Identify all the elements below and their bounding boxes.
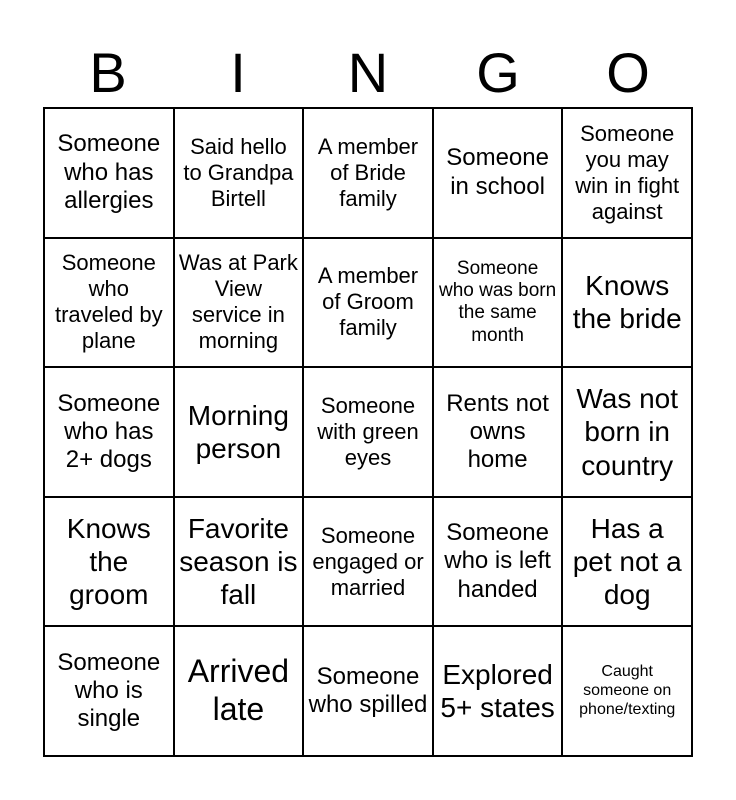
header-letter-o: O xyxy=(606,41,650,104)
header-letter-i: I xyxy=(230,41,246,104)
bingo-cell[interactable]: Morning person xyxy=(174,367,304,497)
bingo-cell[interactable]: Was at Park View service in morning xyxy=(174,238,304,368)
bingo-cell[interactable]: Has a pet not a dog xyxy=(562,497,692,627)
bingo-cell[interactable]: Knows the bride xyxy=(562,238,692,368)
bingo-cell[interactable]: Favorite season is fall xyxy=(174,497,304,627)
bingo-cell[interactable]: A member of Groom family xyxy=(303,238,433,368)
bingo-cell[interactable]: Was not born in country xyxy=(562,367,692,497)
bingo-cell[interactable]: Someone who was born the same month xyxy=(433,238,563,368)
bingo-cell[interactable]: Someone who traveled by plane xyxy=(44,238,174,368)
bingo-cell[interactable]: Someone who has allergies xyxy=(44,108,174,238)
bingo-cell[interactable]: Rents not owns home xyxy=(433,367,563,497)
header-letter-g: G xyxy=(476,41,520,104)
bingo-cell[interactable]: Someone with green eyes xyxy=(303,367,433,497)
bingo-card-grid xyxy=(43,107,693,757)
bingo-cell[interactable]: Someone who is single xyxy=(44,626,174,756)
bingo-cell[interactable]: Someone who has 2+ dogs xyxy=(44,367,174,497)
bingo-cell[interactable]: Arrived late xyxy=(174,626,304,756)
bingo-header xyxy=(43,40,693,106)
bingo-cell[interactable]: Someone you may win in fight against xyxy=(562,108,692,238)
bingo-cell[interactable]: Knows the groom xyxy=(44,497,174,627)
bingo-cell[interactable]: Someone who is left handed xyxy=(433,497,563,627)
bingo-cell[interactable]: Said hello to Grandpa Birtell xyxy=(174,108,304,238)
bingo-cell[interactable]: Someone engaged or married xyxy=(303,497,433,627)
header-letter-b: B xyxy=(89,41,127,104)
bingo-cell[interactable]: Caught someone on phone/texting xyxy=(562,626,692,756)
bingo-cell[interactable]: A member of Bride family xyxy=(303,108,433,238)
bingo-cell[interactable]: Someone who spilled xyxy=(303,626,433,756)
bingo-cell[interactable]: Someone in school xyxy=(433,108,563,238)
bingo-cell[interactable]: Explored 5+ states xyxy=(433,626,563,756)
header-letter-n: N xyxy=(347,41,389,104)
